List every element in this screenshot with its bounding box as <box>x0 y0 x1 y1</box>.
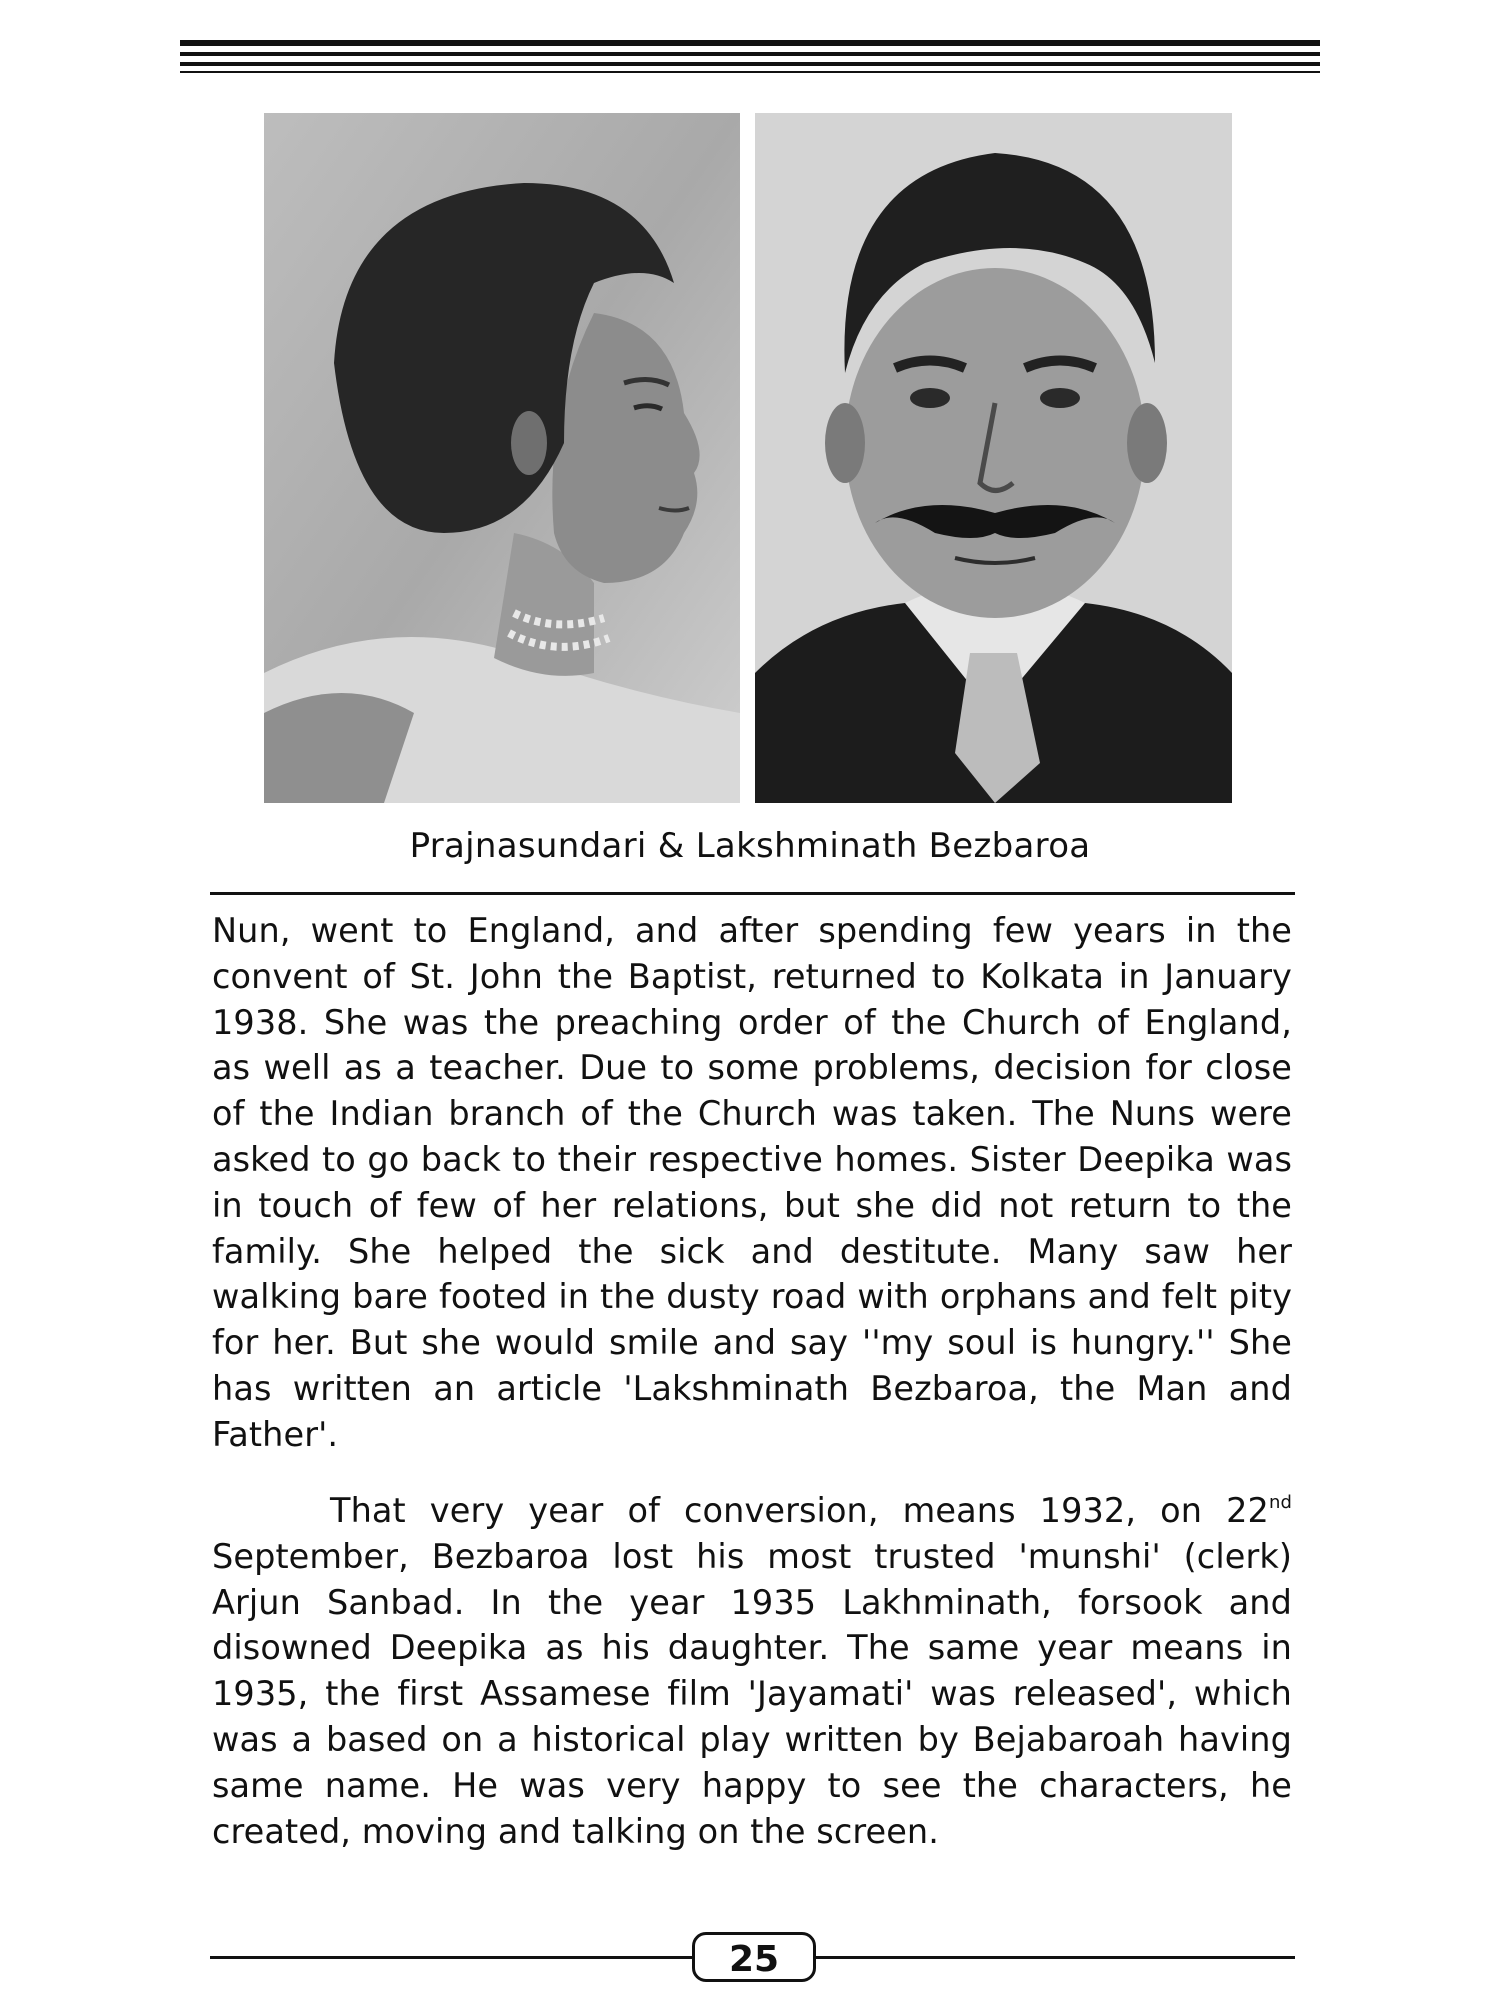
header-rule-2 <box>180 52 1320 56</box>
ordinal-suffix: nd <box>1268 1491 1292 1513</box>
photo-caption: Prajnasundari & Lakshminath Bezbaroa <box>409 826 1091 866</box>
paragraph-2 <box>212 1488 1292 1854</box>
paragraph-2-text-b: September, Bezbaroa lost his most trusted 'munshi' (clerk) Arjun Sanbad. In the year 1935 Lakhminath, forsook and disowned Deepika as his daughter. The same year means in 1935, the first Assamese film 'Jayamati' was released', which was a based on a historical play written by Bejabaroah having same name. He was very happy to see the characters, he created, moving and talking on the screen. <box>212 1536 1292 1851</box>
header-rule-3 <box>180 62 1320 66</box>
portrait-prajnasundari <box>264 113 740 803</box>
caption-rule <box>210 892 1295 895</box>
paragraph-1: Nun, went to England, and after spending few years in the convent of St. John the Baptist, returned to Kolkata in January 1938. She was the preaching order of the Church of England, as well as a teacher. Due to some problems, decision for close of the Indian branch of the Church was taken. The Nuns were asked to go back to their respective homes. Sister Deepika was in touch of few of her relations, but she did not return to the family. She helped the sick and destitute. Many saw her walking bare footed in the dusty road with orphans and felt pity for her. But she would smile and say ''my soul is hungry.'' She has written an article 'Lakshminath Bezbaroa, the Man and Father'. <box>212 911 1292 1454</box>
portrait-lakshminath-bezbaroa <box>755 113 1232 803</box>
header-rule-1 <box>180 40 1320 46</box>
page-number: 25 <box>692 1932 816 1982</box>
paragraph-2-text-a: That very year of conversion, means 1932, on 22 <box>330 1491 1269 1530</box>
header-rule-4 <box>180 71 1320 73</box>
